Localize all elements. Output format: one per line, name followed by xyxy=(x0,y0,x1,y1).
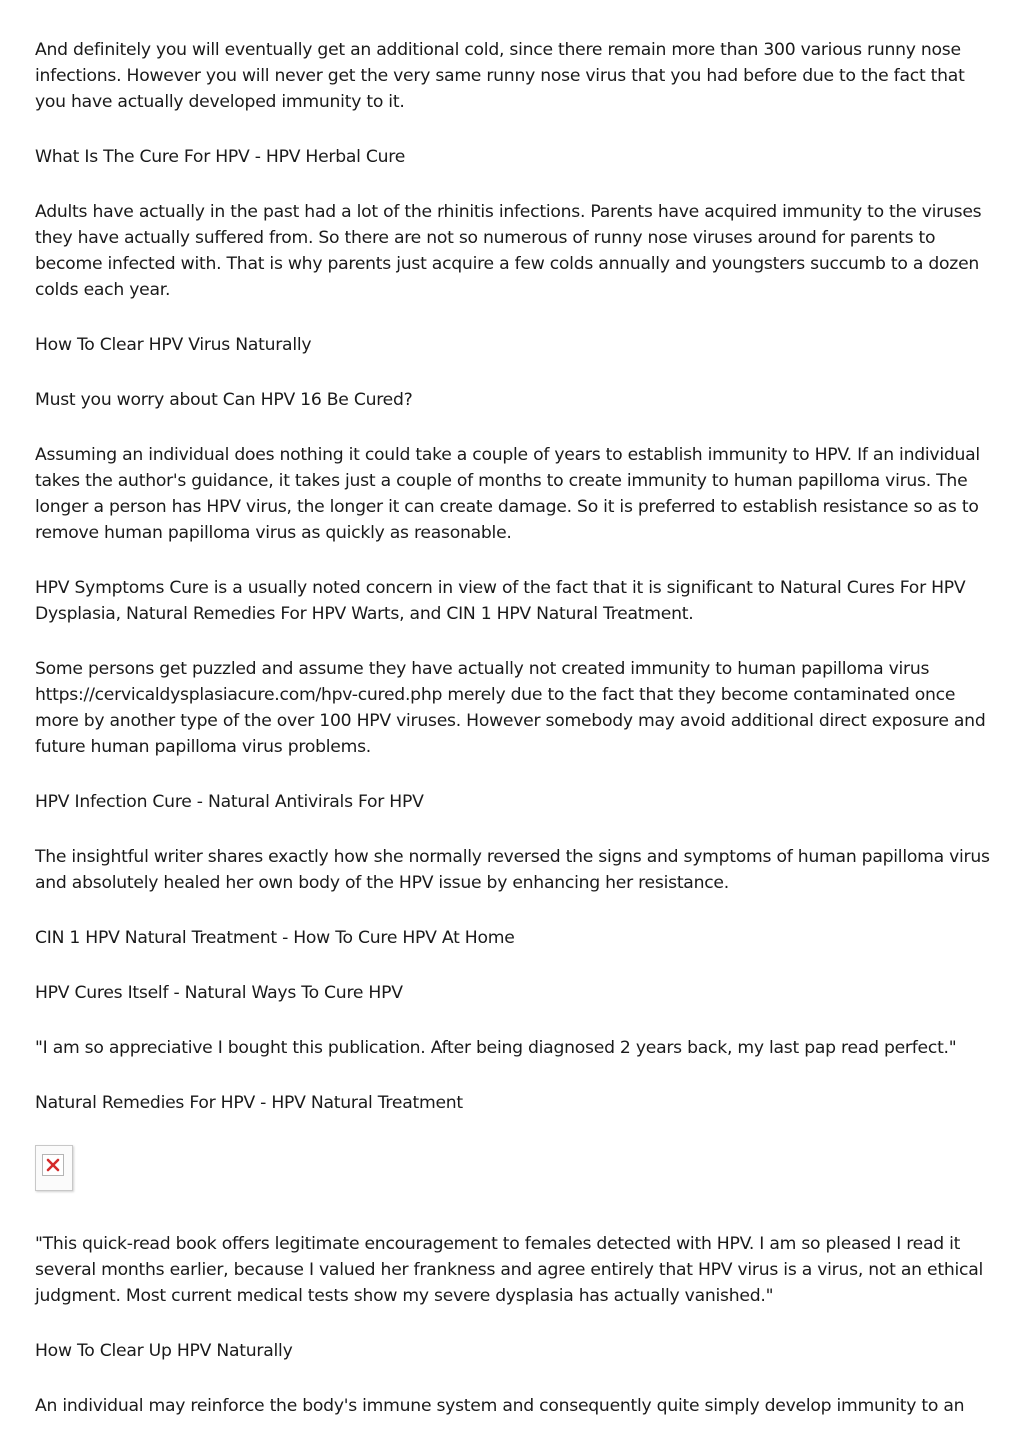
article-body xyxy=(35,37,995,1448)
paragraph-puzzled-persons: Some persons get puzzled and assume they have actually not created immunity to human papilloma virus https://cervicaldysplasiacure.com/hpv-cured.php merely due to the fact that they become contaminated once more by another type of the over 100 HPV viruses. However somebody may avoid additional direct exposure and future human papilloma virus problems. xyxy=(35,659,986,757)
paragraph-establish-immunity: Assuming an individual does nothing it could take a couple of years to establish immunity to HPV. If an individual takes the author's guidance, it takes just a couple of months to create immunity to human papilloma virus. The longer a person has HPV virus, the longer it can create damage. So it is preferred to establish resistance so as to remove human papilloma virus as quickly as reasonable. xyxy=(35,445,980,543)
paragraph-symptoms-cure: HPV Symptoms Cure is a usually noted concern in view of the fact that it is significant to Natural Cures For HPV Dysplasia, Natural Remedies For HPV Warts, and CIN 1 HPV Natural Treatment. xyxy=(35,578,966,624)
testimonial-appreciative: "I am so appreciative I bought this publication. After being diagnosed 2 years back, my last pap read perfect." xyxy=(35,1038,957,1058)
testimonial-quick-read: "This quick-read book offers legitimate encouragement to females detected with HPV. I am so pleased I read it several months earlier, because I valued her frankness and agree entirely that HPV virus is a virus, not an ethical judgment. Most current medical tests show my severe dysplasia has actually vanished." xyxy=(35,1234,984,1306)
heading-hpv-16-cured: Must you worry about Can HPV 16 Be Cured? xyxy=(35,390,413,410)
heading-clear-up-hpv: How To Clear Up HPV Naturally xyxy=(35,1341,293,1361)
paragraph-insightful-writer: The insightful writer shares exactly how she normally reversed the signs and symptoms of human papilloma virus and absolutely healed her own body of the HPV issue by enhancing her resistance. xyxy=(35,847,990,893)
paragraph-adults-rhinitis: Adults have actually in the past had a lot of the rhinitis infections. Parents have acquired immunity to the viruses they have actually suffered from. So there are not so numerous of runny nose viruses around for parents to become infected with. That is why parents just acquire a few colds annually and youngsters succumb to a dozen colds each year. xyxy=(35,202,982,300)
close-x-icon xyxy=(46,1158,60,1172)
heading-infection-cure: HPV Infection Cure - Natural Antivirals For HPV xyxy=(35,792,424,812)
broken-image-frame xyxy=(42,1154,64,1176)
heading-hpv-cures-itself: HPV Cures Itself - Natural Ways To Cure HPV xyxy=(35,983,403,1003)
broken-image-icon xyxy=(35,1145,73,1191)
paragraph-reinforce-immune: An individual may reinforce the body's immune system and consequently quite simply develop immunity to an xyxy=(35,1396,965,1416)
heading-cin1-treatment: CIN 1 HPV Natural Treatment - How To Cure HPV At Home xyxy=(35,928,515,948)
paragraph-immunity-cold: And definitely you will eventually get an additional cold, since there remain more than 300 various runny nose infections. However you will never get the very same runny nose virus that you had before due to the fact that you have actually developed immunity to it. xyxy=(35,40,965,112)
heading-natural-remedies: Natural Remedies For HPV - HPV Natural Treatment xyxy=(35,1093,463,1113)
heading-cure-for-hpv: What Is The Cure For HPV - HPV Herbal Cure xyxy=(35,147,406,167)
heading-clear-hpv-naturally: How To Clear HPV Virus Naturally xyxy=(35,335,312,355)
